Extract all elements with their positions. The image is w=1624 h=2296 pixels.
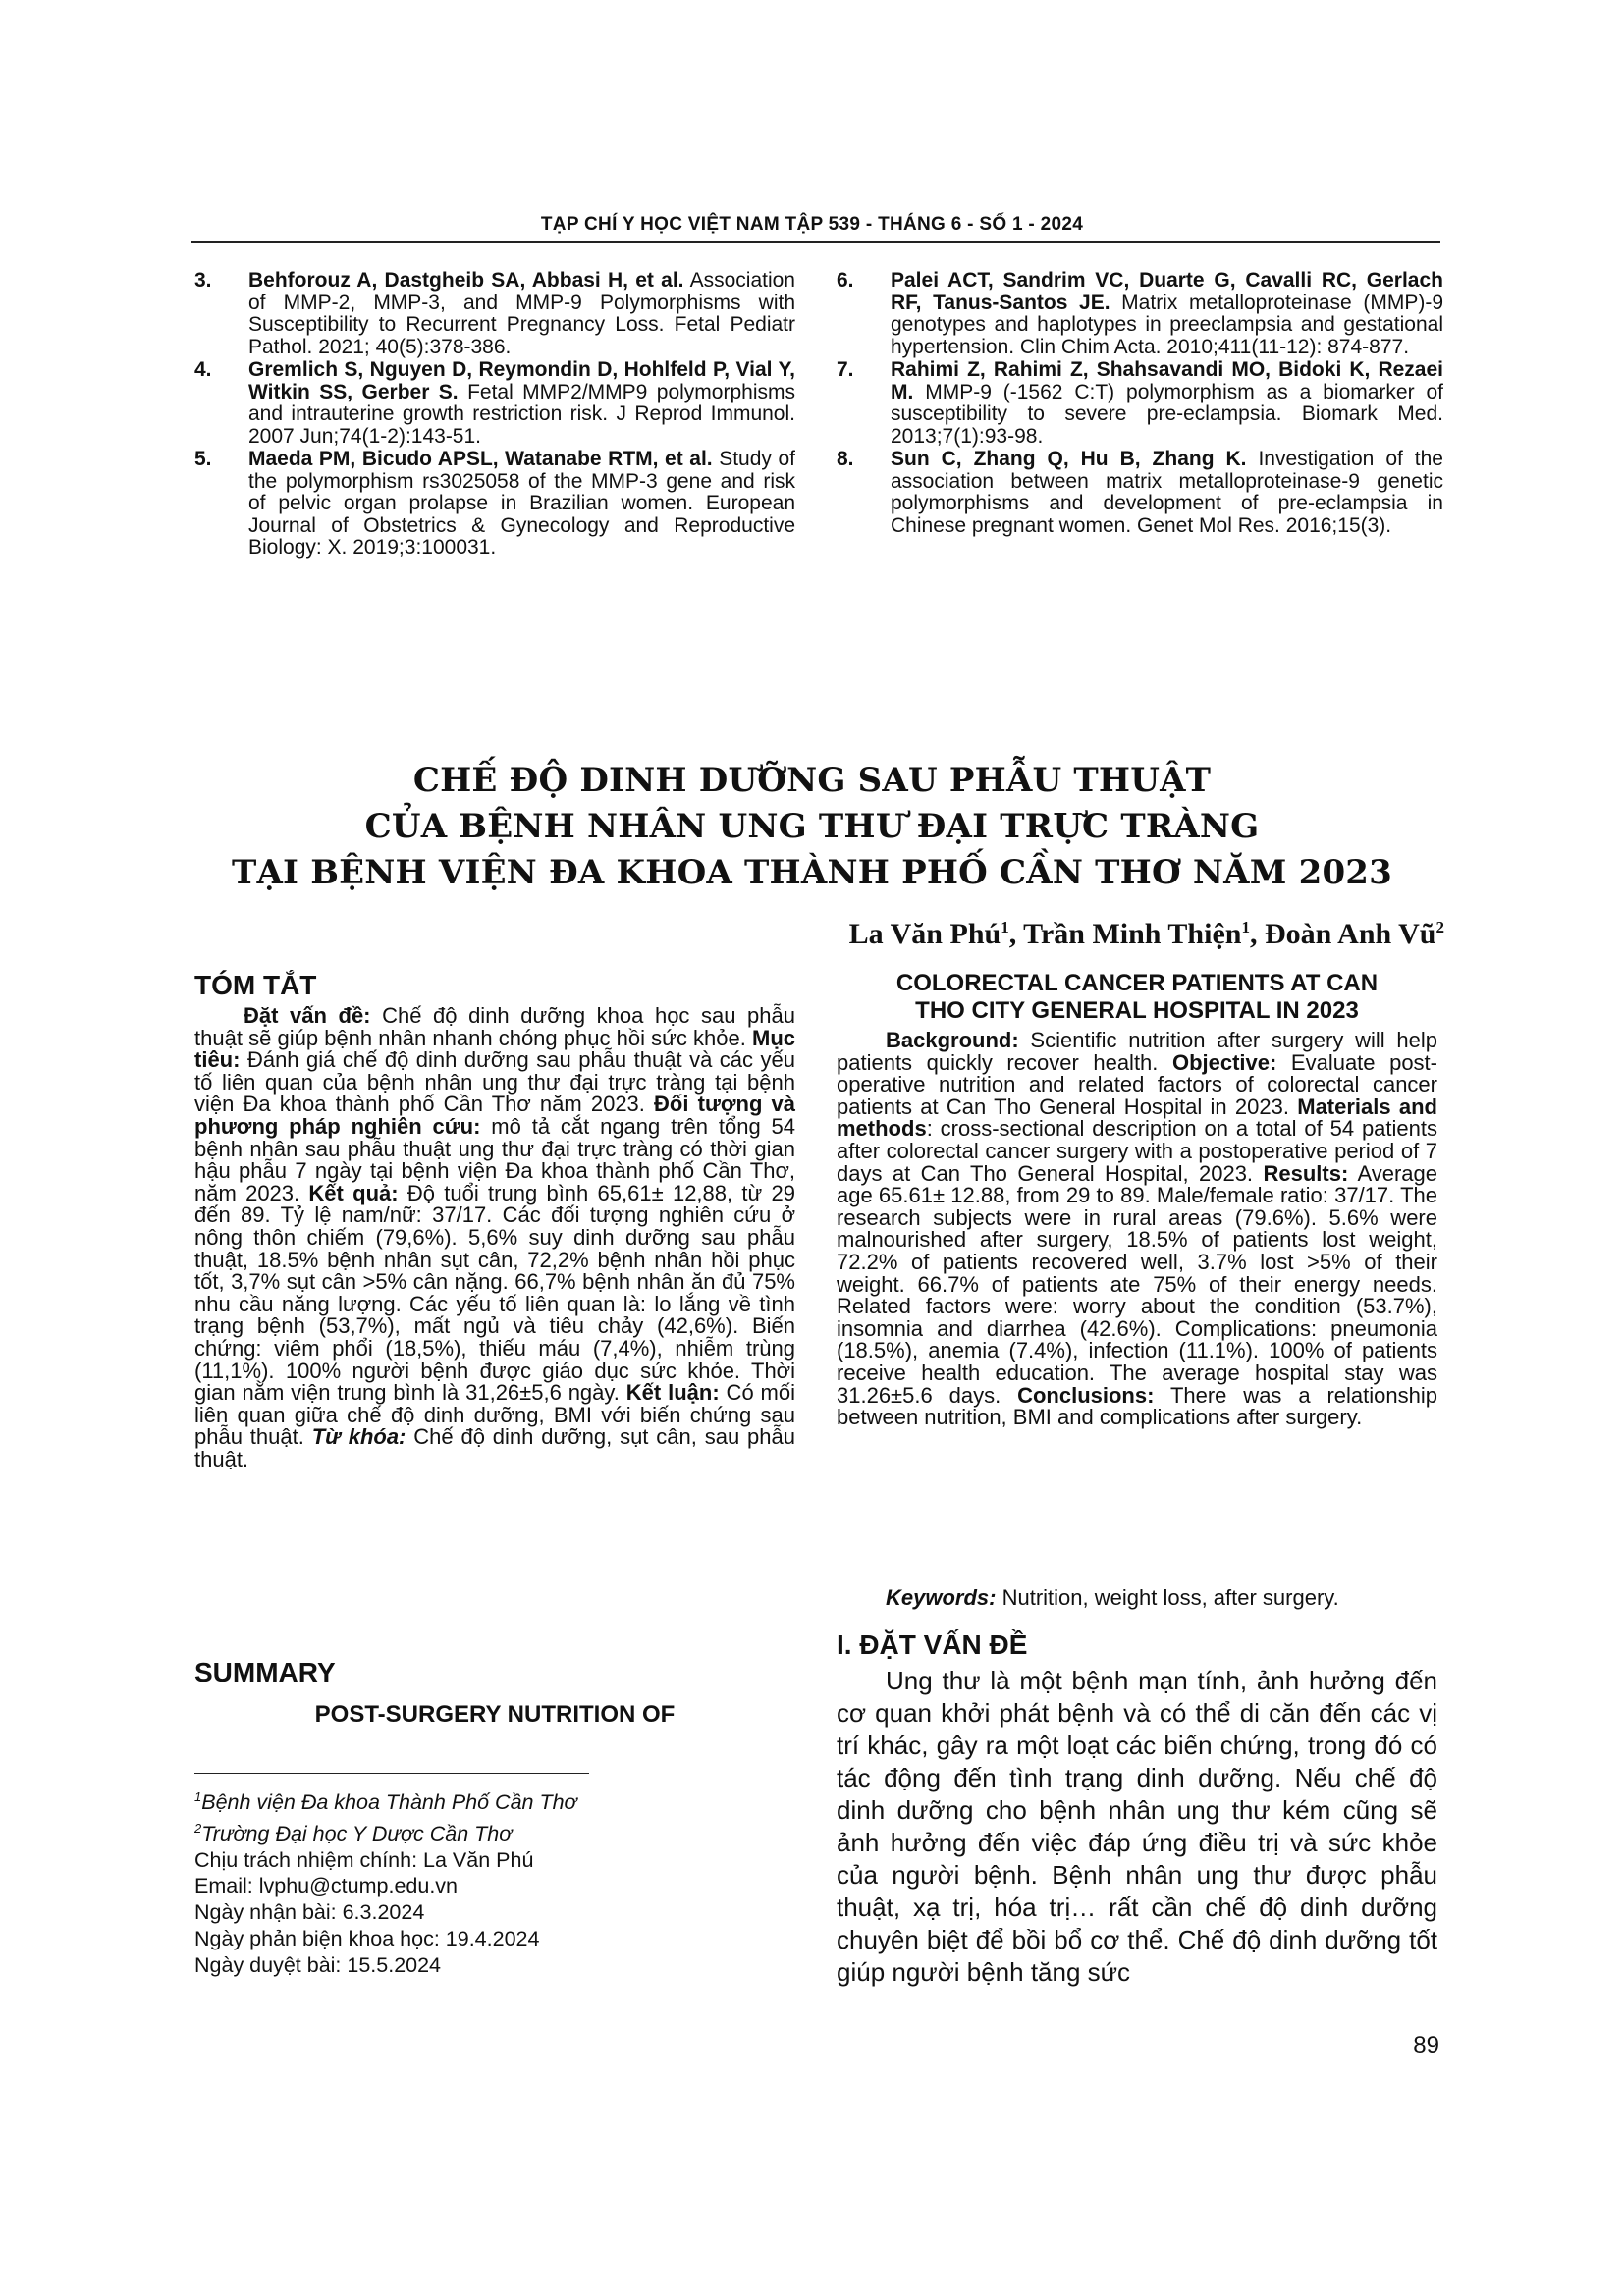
reference-text: MMP-9 (-1562 C:T) polymorphism as a biomarker of susceptibility to severe pre-eclampsia. Biomark Med. 2013;7(1):93-98. [891, 380, 1443, 448]
title-line: CHẾ ĐỘ DINH DƯỠNG SAU PHẪU THUẬT [412, 761, 1212, 800]
author-name: La Văn Phú [848, 918, 1001, 950]
tom-tat-body [194, 1005, 795, 1470]
title-line: CỦA BỆNH NHÂN UNG THƯ ĐẠI TRỰC TRÀNG [364, 807, 1260, 846]
label: Đối tượng và phương pháp nghiên cứu: [194, 1092, 795, 1139]
summary-body [837, 1030, 1437, 1429]
text: Average age 65.61± 12.88, from 29 to 89. Male/female ratio: 37/17. The research subjects were in rural areas (79.6%). 5.6% were malnourished after surgery, 18.5% of patients lost weight, 72.2% of patients recovered well, 3.7% lost >5% of their weight. 66.7% of patients ate 75% of their energy needs. Related factors were: worry about the condition (53.7%), insomnia and diarrhea (42.6%). Complications: pneumonia (18.5%), anemia (7.4%), infection (11.1%). 100% of patients receive health education. The average hospital stay was 31.26±5.6 days. [837, 1160, 1438, 1408]
reference-authors: Behforouz A, Dastgheib SA, Abbasi H, et al. [248, 269, 684, 292]
header-rule [191, 241, 1440, 243]
reference-item [837, 359, 1443, 448]
label: Background: [886, 1028, 1019, 1052]
author-affiliation: 1 [1001, 918, 1009, 936]
text: : cross-sectional description on a total of 54 patients after colorectal cancer surgery with a postoperative period of 7 days at Can Tho General Hospital, 2023. [837, 1116, 1437, 1186]
label: Results: [1263, 1160, 1349, 1186]
affiliation-2: Trường Đại học Y Dược Cần Thơ [201, 1822, 513, 1846]
summary-heading: SUMMARY [194, 1657, 336, 1687]
reference-text: Study of the polymorphism rs3025058 of the MMP-3 gene and risk of pelvic organ prolapse in Brazilian women. European Journal of Obstetrics & Gynecology and Reproductive Biology: X. 2019;3:100031. [248, 448, 795, 559]
reference-text: Association of MMP-2, MMP-3, and MMP-9 Polymorphisms with Susceptibility to Recurrent Pregnancy Loss. Fetal Pediatr Pathol. 2021; 40(5):378-386. [248, 269, 795, 358]
reference-authors: Gremlich S, Nguyen D, Reymondin D, Hohlfeld P, Vial Y, Witkin SS, Gerber S. [248, 358, 795, 403]
summary-title-line: THO CITY GENERAL HOSPITAL IN 2023 [915, 997, 1359, 1024]
footnote-line: Ngày phản biện khoa học: 19.4.2024 [194, 1926, 540, 1950]
intro-body: Ung thư là một bệnh mạn tính, ảnh hưởng đến cơ quan khởi phát bệnh và có thể di căn đến các vị trí khác, gây ra một loạt các biến chứng, trong đó có tác động đến tình trạng dinh dưỡng. Nếu chế độ dinh dưỡng cho bệnh nhân ung thư kém cũng sẽ ảnh hưởng đến việc đáp ứng điều trị và sức khỏe của người bệnh. Bệnh nhân ung thư được phẫu thuật, xạ trị, hóa trị… rất cần chế độ dinh dưỡng chuyên biệt để bồi bổ cơ thể. Chế độ dinh dưỡng tốt giúp người bệnh tăng sức [837, 1666, 1437, 1987]
footnote-line: Ngày nhận bài: 6.3.2024 [194, 1900, 425, 1925]
author-list: La Văn Phú$^1$, Trần Minh Thiện$^1$, Đoàn Anh $Vũ^2$ [848, 918, 1444, 950]
article-title [0, 758, 1624, 896]
reference-text: Fetal MMP2/MMP9 polymorphisms and intrauterine growth restriction risk. J Reprod Immunol. 2007 Jun;74(1-2):143-51. [248, 380, 795, 448]
reference-item [837, 270, 1443, 358]
reference-authors: Sun C, Zhang Q, Hu B, Zhang K. [891, 448, 1247, 470]
label: Keywords: [886, 1585, 997, 1610]
affiliation-1: Bệnh viện Đa khoa Thành Phố Cần Thơ [201, 1790, 577, 1815]
reference-number: 4. [194, 358, 212, 381]
text: There was a relationship between nutrition, BMI and complications after surgery. [837, 1382, 1437, 1430]
references-right [837, 270, 1443, 538]
text: Độ tuổi trung bình 65,61± 12,88, từ 29 đến 89. Tỷ lệ nam/nữ: 37/17. Các đối tượng nghiên cứu ở nông thôn chiếm (79,6%). 5,6% suy dinh dưỡng sau phẫu thuật, 18.5% bệnh nhân sụt cân, 72,2% bệnh nhân hồi phục tốt, 3,7% sụt cân >5% cân nặng. 66,7% bệnh nhân ăn đủ 75% nhu cầu năng lượng. Các yếu tố liên quan là: lo lắng về tình trạng bệnh (53,7%), mất ngủ và tiêu chảy (42,6%). Biến chứng: viêm phổi (18,5%), thiếu máu (7,4%), nhiễm trùng (11,1%). 100% người bệnh được giáo dục sức khỏe. Thời gian nằm viện trung bình là 31,26±5,6 ngày. [194, 1180, 796, 1406]
text: Có mối liên quan giữa chế độ dinh dưỡng, BMI với biến chứng sau phẫu thuật. [194, 1380, 796, 1450]
summary-keywords [837, 1587, 1437, 1610]
reference-number: 5. [194, 448, 212, 470]
reference-authors: Rahimi Z, Rahimi Z, Shahsavandi MO, Bidoki K, Rezaei M. [891, 358, 1443, 403]
reference-authors: Palei ACT, Sandrim VC, Duarte G, Cavalli RC, Gerlach RF, Tanus-Santos JE. [891, 269, 1443, 314]
author-affiliation: 1 [1241, 918, 1250, 936]
footnote-line: Email: lvphu@ctump.edu.vn [194, 1874, 459, 1898]
title-line: TẠI BỆNH VIỆN ĐA KHOA THÀNH PHỐ CẦN THƠ NĂM 2023 [231, 853, 1393, 892]
intro-heading: I. ĐẶT VẤN ĐỀ [837, 1629, 1028, 1660]
reference-text: Matrix metalloproteinase (MMP)-9 genotypes and haplotypes in preeclampsia and gestational hypertension. Clin Chim Acta. 2010;411(11-12): 874-877. [891, 291, 1444, 358]
reference-item [837, 449, 1443, 537]
reference-authors: Maeda PM, Bicudo APSL, Watanabe RTM, et al. [248, 448, 713, 470]
author-affiliation: 2 [1435, 918, 1444, 936]
tom-tat-heading: TÓM TẮT [194, 970, 317, 1000]
reference-number: 7. [837, 358, 854, 381]
summary-title [837, 970, 1437, 1025]
footnotes: $^1$Bệnh viện Đa khoa Thành Phố Cần Thơ $^2$Trường Đại học Y Dược Cần Thơ Chịu trách nhiệm chính: La Văn Phú Email: lvphu@ctump.edu.vn Ngày nhận bài: 6.3.2024 Ngày phản biện khoa học: 19.4.2024 Ngày duyệt bài: 15.5.2024 [194, 1789, 577, 1977]
footnote-line: Chịu trách nhiệm chính: La Văn Phú [194, 1847, 534, 1872]
label: Đặt vấn đề: [244, 1003, 371, 1028]
label: Từ khóa: [311, 1424, 406, 1450]
label: Materials and methods [837, 1094, 1437, 1142]
author-name: Đoàn Anh Vũ [1264, 918, 1436, 950]
text: Đánh giá chế độ dinh dưỡng sau phẫu thuật và các yếu tố liên quan của bệnh nhân ung thư đại trực tràng tại bệnh viện Đa khoa thành phố Cần Thơ năm 2023. [194, 1047, 795, 1117]
reference-text: Investigation of the association between matrix metalloproteinase-9 genetic polymorphisms and development of pre-eclampsia in Chinese pregnant women. Genet Mol Res. 2016;15(3). [891, 448, 1443, 537]
label: Mục tiêu: [194, 1025, 795, 1073]
reference-number: 3. [194, 269, 212, 292]
author-name: Trần Minh Thiện [1023, 918, 1242, 950]
references-left [194, 270, 795, 561]
summary-title-line: COLORECTAL CANCER PATIENTS AT CAN [895, 970, 1379, 996]
text: Scientific nutrition after surgery will help patients quickly recover health. [837, 1028, 1437, 1075]
text: Nutrition, weight loss, after surgery. [996, 1585, 1339, 1610]
text: Chế độ dinh dưỡng khoa học sau phẫu thuật sẽ giúp bệnh nhân nhanh chóng phục hồi sức khỏe. [194, 1003, 795, 1050]
label: Conclusions: [1017, 1382, 1155, 1408]
label: Kết luận: [625, 1380, 720, 1406]
text: mô tả cắt ngang trên tổng 54 bệnh nhân sau phẫu thuật ung thư đại trực tràng có thời gian hậu phẫu 7 ngày tại bệnh viện Đa khoa thành phố Cần Thơ, năm 2023. [194, 1113, 796, 1205]
reference-item [194, 449, 795, 560]
footnote-line: Ngày duyệt bài: 15.5.2024 [194, 1952, 442, 1977]
footnote-rule [194, 1773, 589, 1774]
journal-header: TẠP CHÍ Y HỌC VIỆT NAM TẬP 539 - THÁNG 6 - SỐ 1 - 2024 [540, 214, 1084, 235]
reference-number: 8. [837, 448, 854, 470]
reference-number: 6. [837, 269, 854, 292]
summary-title-line: POST-SURGERY NUTRITION OF [314, 1701, 676, 1728]
text: Evaluate post-operative nutrition and related factors of colorectal cancer patients at Can Tho General Hospital in 2023. [837, 1049, 1437, 1119]
page-number: 89 [1413, 2032, 1439, 2058]
label: Kết quả: [308, 1180, 399, 1205]
reference-item [194, 270, 795, 358]
text: Chế độ dinh dưỡng, sụt cân, sau phẫu thuật. [194, 1424, 795, 1471]
reference-item [194, 359, 795, 448]
label: Objective: [1171, 1049, 1277, 1075]
